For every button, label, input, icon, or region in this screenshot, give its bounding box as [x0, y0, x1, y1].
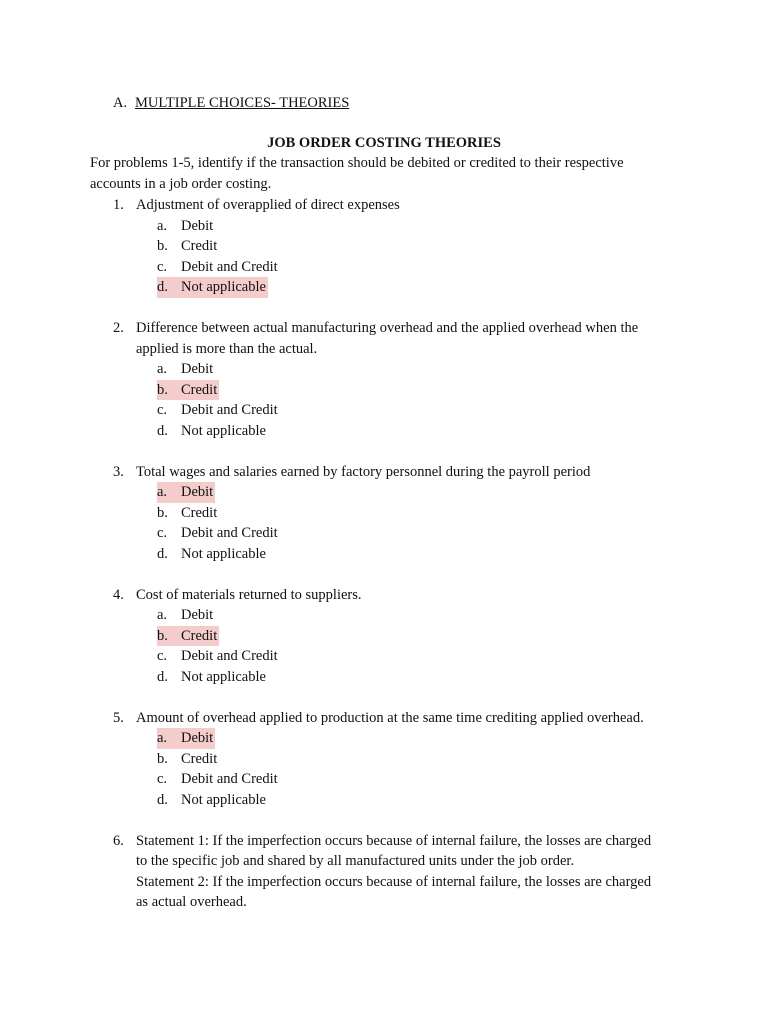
question-text-line: Statement 2: If the imperfection occurs because of internal failure, the losses are charged	[136, 873, 652, 890]
choice-text: Debit and Credit	[181, 258, 278, 275]
question-text-line: as actual overhead.	[136, 894, 247, 910]
answer-choice	[0, 544, 768, 565]
question-text-line: Total wages and salaries earned by factory personnel during the payroll period	[136, 463, 591, 480]
highlighted-answer	[157, 482, 215, 503]
question-number: 6.	[113, 832, 124, 849]
choice-letter: b.	[157, 381, 168, 398]
choice-text: Debit and Credit	[181, 648, 278, 664]
choice-content	[157, 216, 215, 237]
choice-letter: b.	[157, 627, 168, 644]
choice-content	[157, 769, 280, 790]
answer-choice	[0, 626, 768, 647]
instructions-paragraph: For problems 1-5, identify if the transaction should be debited or credited to their respective accounts in a job order costing.	[90, 155, 624, 192]
choice-text: Debit and Credit	[181, 402, 278, 418]
question-text-line: Statement 1: If the imperfection occurs because of internal failure, the losses are charged	[136, 832, 652, 849]
answer-choice	[0, 257, 768, 278]
highlighted-answer	[157, 380, 219, 401]
question-text-line: to the specific job and shared by all manufactured units under the job order.	[136, 853, 575, 869]
choice-text: Not applicable	[181, 668, 266, 685]
question-text-line: Difference between actual manufacturing overhead and the applied overhead when the	[136, 320, 639, 336]
choice-letter: c.	[157, 258, 168, 275]
answer-choice	[0, 236, 768, 257]
question-stem	[0, 585, 768, 606]
question-number: 2.	[113, 320, 124, 336]
choice-letter: b.	[157, 750, 168, 767]
question-text-line: applied is more than the actual.	[136, 340, 318, 357]
question-text-line: Adjustment of overapplied of direct expenses	[136, 197, 400, 213]
choice-content	[157, 359, 215, 380]
choice-content	[157, 667, 268, 688]
choice-text: Debit and Credit	[181, 771, 278, 787]
question-item	[0, 318, 768, 441]
answer-choice	[0, 421, 768, 442]
choice-text: Credit	[181, 504, 218, 521]
answer-choice	[0, 277, 768, 298]
choice-text: Debit	[181, 484, 214, 500]
answer-choice	[0, 769, 768, 790]
question-list	[0, 195, 768, 933]
question-stem	[0, 318, 768, 359]
question-item	[0, 708, 768, 811]
question-stem	[0, 831, 768, 913]
question-item	[0, 195, 768, 298]
choice-text: Credit	[181, 381, 218, 398]
choice-text: Not applicable	[181, 545, 266, 562]
choice-text: Not applicable	[181, 791, 266, 808]
choice-text: Credit	[181, 238, 218, 254]
choice-text: Credit	[181, 627, 218, 644]
answer-choice	[0, 216, 768, 237]
choice-text: Not applicable	[181, 422, 266, 439]
choice-content	[157, 523, 280, 544]
question-item	[0, 831, 768, 913]
choice-content	[157, 503, 219, 524]
highlighted-answer	[157, 277, 268, 298]
choice-content	[157, 544, 268, 565]
question-number: 5.	[113, 709, 124, 726]
choice-letter: c.	[157, 525, 168, 541]
choice-letter: d.	[157, 422, 168, 439]
choice-content	[157, 790, 268, 811]
choice-text: Debit	[181, 607, 214, 623]
choice-letter: d.	[157, 791, 168, 808]
choice-letter: d.	[157, 279, 168, 295]
question-number: 1.	[113, 197, 124, 213]
question-stem	[0, 462, 768, 483]
section-heading	[113, 93, 349, 114]
choice-letter: d.	[157, 668, 168, 685]
choice-letter: a.	[157, 217, 168, 234]
document-title: JOB ORDER COSTING THEORIES	[267, 135, 501, 151]
choice-content	[157, 749, 219, 770]
choice-letter: c.	[157, 648, 168, 664]
answer-choice	[0, 359, 768, 380]
answer-choice	[0, 667, 768, 688]
choice-text: Debit	[181, 730, 214, 746]
choice-letter: a.	[157, 730, 168, 746]
choice-letter: a.	[157, 361, 168, 377]
answer-choice	[0, 503, 768, 524]
section-letter: A.	[113, 95, 128, 111]
question-stem	[0, 195, 768, 216]
choice-letter: c.	[157, 402, 168, 418]
question-stem	[0, 708, 768, 729]
answer-choice	[0, 380, 768, 401]
choice-content	[157, 605, 215, 626]
choice-content	[157, 236, 219, 257]
highlighted-answer	[157, 728, 215, 749]
answer-choice	[0, 400, 768, 421]
choice-letter: b.	[157, 238, 168, 254]
answer-choice	[0, 790, 768, 811]
choice-content	[157, 421, 268, 442]
choice-letter: a.	[157, 484, 168, 500]
question-number: 3.	[113, 463, 124, 480]
answer-choice	[0, 523, 768, 544]
answer-choice	[0, 646, 768, 667]
choice-letter: d.	[157, 545, 168, 562]
answer-choice	[0, 482, 768, 503]
answer-choice	[0, 728, 768, 749]
answer-choice	[0, 749, 768, 770]
highlighted-answer	[157, 626, 219, 647]
choice-content	[157, 257, 280, 278]
choice-text: Debit	[181, 217, 214, 234]
choice-content	[157, 400, 280, 421]
choice-text: Debit	[181, 361, 214, 377]
question-text-line: Cost of materials returned to suppliers.	[136, 586, 362, 603]
question-item	[0, 585, 768, 688]
section-title: MULTIPLE CHOICES- THEORIES	[135, 95, 350, 111]
answer-choice	[0, 605, 768, 626]
choice-text: Debit and Credit	[181, 525, 278, 541]
choice-letter: a.	[157, 607, 168, 623]
choice-text: Not applicable	[181, 279, 266, 295]
choice-letter: b.	[157, 504, 168, 521]
question-text-line: Amount of overhead applied to production at the same time crediting applied overhead.	[136, 709, 644, 726]
choice-content	[157, 646, 280, 667]
choice-letter: c.	[157, 771, 168, 787]
choice-text: Credit	[181, 750, 218, 767]
question-number: 4.	[113, 586, 124, 603]
question-item	[0, 462, 768, 565]
